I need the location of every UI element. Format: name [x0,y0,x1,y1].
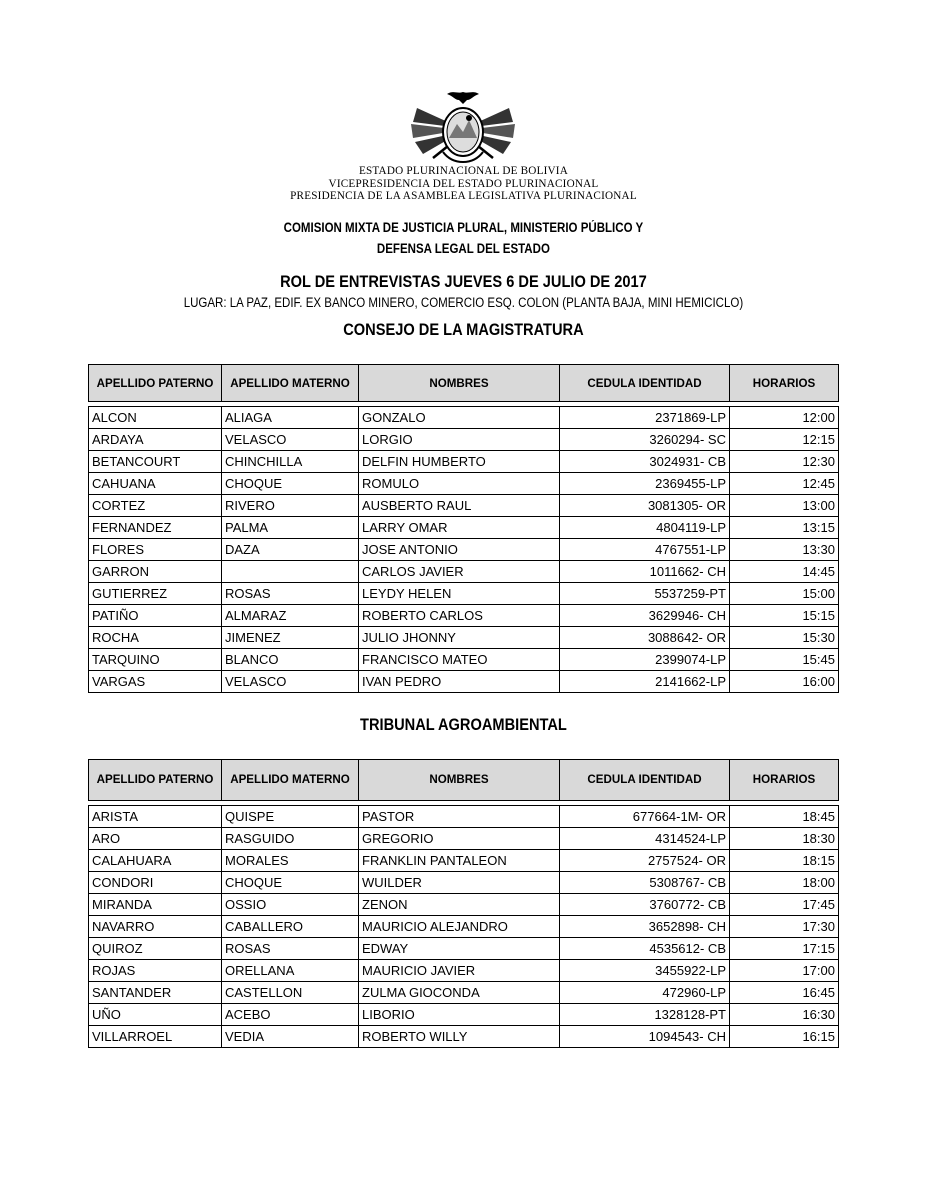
horario-cell: 12:15 [730,429,839,451]
table-row [89,583,839,605]
table-row [89,473,839,495]
table-row [89,960,839,982]
table-row [89,938,839,960]
nombres-cell: FRANKLIN PANTALEON [359,850,560,872]
nombres-cell: JULIO JHONNY [359,627,560,649]
cedula-cell: 2369455-LP [560,473,730,495]
horario-cell: 13:00 [730,495,839,517]
table-row [89,828,839,850]
document-title: ROL DE ENTREVISTAS JUEVES 6 DE JULIO DE 2017 [280,272,647,291]
cedula-cell: 2371869-LP [560,407,730,429]
column-header: APELLIDO MATERNO [222,760,359,801]
apellido-materno-cell: PALMA [222,517,359,539]
table-row [89,429,839,451]
commission-name [65,217,862,259]
commission-line: COMISION MIXTA DE JUSTICIA PLURAL, MINISTERIO PÚBLICO Y [283,220,644,235]
nombres-cell: EDWAY [359,938,560,960]
table-header-row [89,760,839,801]
apellido-materno-cell: RASGUIDO [222,828,359,850]
horario-cell: 16:45 [730,982,839,1004]
nombres-cell: ROBERTO CARLOS [359,605,560,627]
horario-cell: 17:00 [730,960,839,982]
nombres-cell: MAURICIO ALEJANDRO [359,916,560,938]
column-header: CEDULA IDENTIDAD [560,760,730,801]
horario-cell: 18:30 [730,828,839,850]
apellido-paterno-cell: ROJAS [89,960,222,982]
apellido-paterno-cell: GUTIERREZ [89,583,222,605]
section-title-consejo: CONSEJO DE LA MAGISTRATURA [343,320,584,339]
apellido-paterno-cell: BETANCOURT [89,451,222,473]
schedule-table-tribunal [88,759,839,1048]
table-row [89,671,839,693]
horario-cell: 12:30 [730,451,839,473]
apellido-materno-cell: VEDIA [222,1026,359,1048]
horario-cell: 15:30 [730,627,839,649]
nombres-cell: ZENON [359,894,560,916]
column-header: CEDULA IDENTIDAD [560,365,730,402]
horario-cell: 17:45 [730,894,839,916]
cedula-cell: 4314524-LP [560,828,730,850]
nombres-cell: FRANCISCO MATEO [359,649,560,671]
nombres-cell: WUILDER [359,872,560,894]
nombres-cell: MAURICIO JAVIER [359,960,560,982]
cedula-cell: 3024931- CB [560,451,730,473]
apellido-materno-cell: ROSAS [222,583,359,605]
cedula-cell: 2757524- OR [560,850,730,872]
apellido-paterno-cell: QUIROZ [89,938,222,960]
table-row [89,916,839,938]
table-row [89,649,839,671]
nombres-cell: GREGORIO [359,828,560,850]
column-header: NOMBRES [359,365,560,402]
apellido-materno-cell: ROSAS [222,938,359,960]
apellido-materno-cell [222,561,359,583]
horario-cell: 16:15 [730,1026,839,1048]
horario-cell: 12:00 [730,407,839,429]
institution-line: VICEPRESIDENCIA DEL ESTADO PLURINACIONAL [328,177,599,190]
table-row [89,517,839,539]
table-row [89,539,839,561]
table-row [89,872,839,894]
table-row [89,561,839,583]
horario-cell: 18:00 [730,872,839,894]
table-row [89,982,839,1004]
apellido-materno-cell: VELASCO [222,429,359,451]
apellido-paterno-cell: ALCON [89,407,222,429]
nombres-cell: GONZALO [359,407,560,429]
horario-cell: 12:45 [730,473,839,495]
apellido-paterno-cell: TARQUINO [89,649,222,671]
apellido-paterno-cell: GARRON [89,561,222,583]
horario-cell: 14:45 [730,561,839,583]
institution-line: ESTADO PLURINACIONAL DE BOLIVIA [358,165,569,177]
apellido-materno-cell: CASTELLON [222,982,359,1004]
table-row [89,627,839,649]
apellido-materno-cell: QUISPE [222,806,359,828]
cedula-cell: 472960-LP [560,982,730,1004]
horario-cell: 15:45 [730,649,839,671]
apellido-materno-cell: VELASCO [222,671,359,693]
apellido-paterno-cell: NAVARRO [89,916,222,938]
horario-cell: 15:00 [730,583,839,605]
column-header: NOMBRES [359,760,560,801]
table-row [89,451,839,473]
apellido-materno-cell: CHOQUE [222,473,359,495]
institution-header [0,165,927,203]
apellido-paterno-cell: CONDORI [89,872,222,894]
apellido-materno-cell: CHOQUE [222,872,359,894]
apellido-paterno-cell: PATIÑO [89,605,222,627]
table-row [89,1026,839,1048]
cedula-cell: 2399074-LP [560,649,730,671]
cedula-cell: 3455922-LP [560,960,730,982]
coat-of-arms-icon [403,88,523,166]
apellido-materno-cell: ACEBO [222,1004,359,1026]
apellido-materno-cell: ALMARAZ [222,605,359,627]
cedula-cell: 3652898- CH [560,916,730,938]
section-title-tribunal: TRIBUNAL AGROAMBIENTAL [360,715,567,734]
cedula-cell: 3260294- SC [560,429,730,451]
apellido-paterno-cell: CAHUANA [89,473,222,495]
horario-cell: 18:15 [730,850,839,872]
cedula-cell: 1328128-PT [560,1004,730,1026]
cedula-cell: 2141662-LP [560,671,730,693]
apellido-materno-cell: DAZA [222,539,359,561]
apellido-paterno-cell: CALAHUARA [89,850,222,872]
column-header: HORARIOS [730,760,839,801]
nombres-cell: PASTOR [359,806,560,828]
nombres-cell: LIBORIO [359,1004,560,1026]
apellido-materno-cell: OSSIO [222,894,359,916]
column-header: HORARIOS [730,365,839,402]
horario-cell: 17:15 [730,938,839,960]
table-header-row [89,365,839,402]
nombres-cell: ROBERTO WILLY [359,1026,560,1048]
apellido-paterno-cell: UÑO [89,1004,222,1026]
horario-cell: 16:30 [730,1004,839,1026]
cedula-cell: 5537259-PT [560,583,730,605]
table-row [89,850,839,872]
horario-cell: 15:15 [730,605,839,627]
apellido-materno-cell: ORELLANA [222,960,359,982]
apellido-paterno-cell: ARO [89,828,222,850]
nombres-cell: ROMULO [359,473,560,495]
nombres-cell: LORGIO [359,429,560,451]
institution-line: PRESIDENCIA DE LA ASAMBLEA LEGISLATIVA PLURINACIONAL [290,190,637,202]
cedula-cell: 5308767- CB [560,872,730,894]
table-row [89,495,839,517]
apellido-materno-cell: CHINCHILLA [222,451,359,473]
nombres-cell: JOSE ANTONIO [359,539,560,561]
cedula-cell: 4804119-LP [560,517,730,539]
apellido-paterno-cell: FLORES [89,539,222,561]
apellido-paterno-cell: VILLARROEL [89,1026,222,1048]
column-header: APELLIDO MATERNO [222,365,359,402]
apellido-paterno-cell: CORTEZ [89,495,222,517]
table-row [89,407,839,429]
column-header: APELLIDO PATERNO [89,365,222,402]
horario-cell: 17:30 [730,916,839,938]
apellido-paterno-cell: ROCHA [89,627,222,649]
nombres-cell: LEYDY HELEN [359,583,560,605]
apellido-paterno-cell: FERNANDEZ [89,517,222,539]
horario-cell: 16:00 [730,671,839,693]
apellido-paterno-cell: SANTANDER [89,982,222,1004]
apellido-paterno-cell: ARDAYA [89,429,222,451]
cedula-cell: 3629946- CH [560,605,730,627]
nombres-cell: AUSBERTO RAUL [359,495,560,517]
apellido-materno-cell: BLANCO [222,649,359,671]
nombres-cell: ZULMA GIOCONDA [359,982,560,1004]
apellido-materno-cell: CABALLERO [222,916,359,938]
cedula-cell: 677664-1M- OR [560,806,730,828]
apellido-paterno-cell: VARGAS [89,671,222,693]
column-header: APELLIDO PATERNO [89,760,222,801]
apellido-paterno-cell: MIRANDA [89,894,222,916]
cedula-cell: 4767551-LP [560,539,730,561]
nombres-cell: LARRY OMAR [359,517,560,539]
table-row [89,605,839,627]
schedule-table-consejo [88,364,839,693]
apellido-materno-cell: MORALES [222,850,359,872]
table-row [89,806,839,828]
table-row [89,1004,839,1026]
horario-cell: 18:45 [730,806,839,828]
apellido-materno-cell: RIVERO [222,495,359,517]
cedula-cell: 3088642- OR [560,627,730,649]
nombres-cell: CARLOS JAVIER [359,561,560,583]
apellido-materno-cell: JIMENEZ [222,627,359,649]
nombres-cell: IVAN PEDRO [359,671,560,693]
cedula-cell: 3081305- OR [560,495,730,517]
nombres-cell: DELFIN HUMBERTO [359,451,560,473]
cedula-cell: 3760772- CB [560,894,730,916]
horario-cell: 13:15 [730,517,839,539]
table-row [89,894,839,916]
cedula-cell: 4535612- CB [560,938,730,960]
horario-cell: 13:30 [730,539,839,561]
commission-line: DEFENSA LEGAL DEL ESTADO [376,241,550,256]
apellido-materno-cell: ALIAGA [222,407,359,429]
location-line: LUGAR: LA PAZ, EDIF. EX BANCO MINERO, COMERCIO ESQ. COLON (PLANTA BAJA, MINI HEMICICLO) [183,295,744,310]
apellido-paterno-cell: ARISTA [89,806,222,828]
cedula-cell: 1094543- CH [560,1026,730,1048]
cedula-cell: 1011662- CH [560,561,730,583]
